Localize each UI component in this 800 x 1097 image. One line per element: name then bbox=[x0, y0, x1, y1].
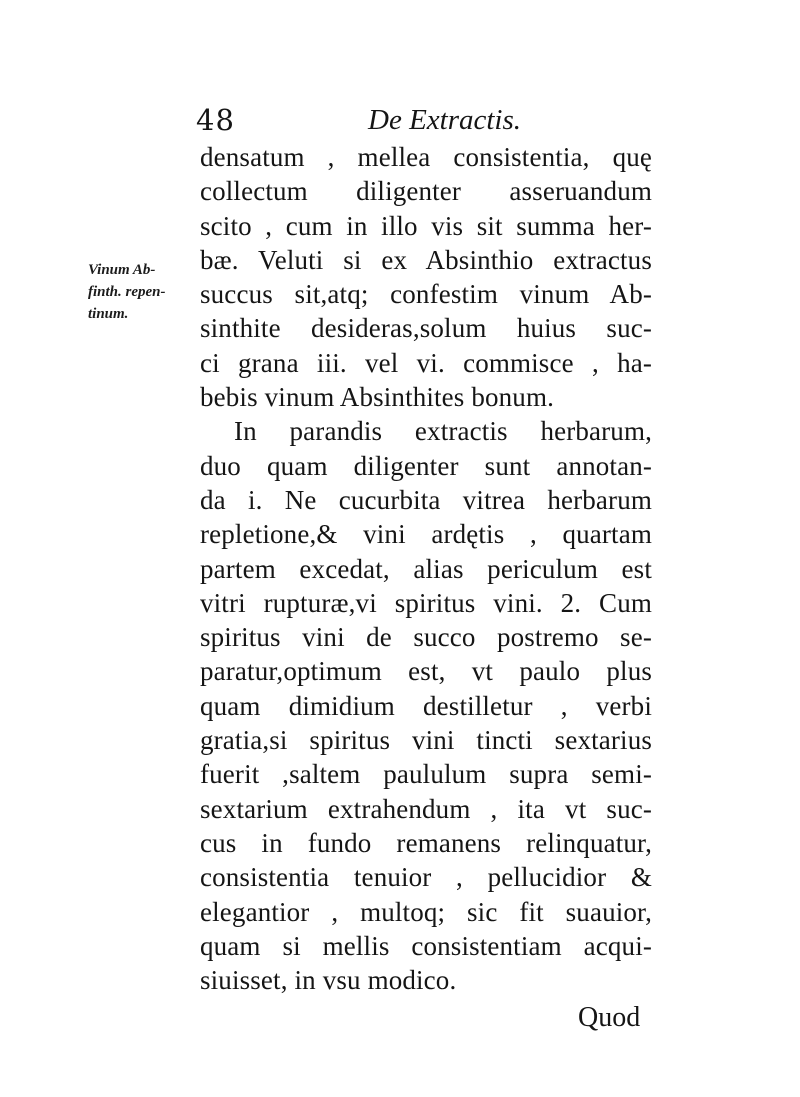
text-line: sinthite desideras,solum huius suc- bbox=[200, 313, 652, 344]
text-line: duo quam diligenter sunt annotan- bbox=[200, 450, 652, 481]
margin-note-line: finth. repen- bbox=[88, 284, 166, 300]
margin-note-line: tinum. bbox=[88, 306, 129, 322]
text-line: densatum , mellea consistentia, quę bbox=[200, 142, 652, 172]
text-line: bebis vinum Absinthites bonum. bbox=[200, 382, 555, 413]
text-line: elegantior , multoq; sic fit suauior, bbox=[200, 896, 652, 927]
text-line: partem excedat, alias periculum est bbox=[200, 553, 652, 584]
text-line: succus sit,atq; confestim vinum Ab- bbox=[200, 279, 652, 310]
paragraph-start-line: In parandis extractis herbarum, bbox=[234, 416, 652, 447]
text-line: ci grana iii. vel vi. commisce , ha- bbox=[200, 347, 652, 378]
text-line: gratia,si spiritus vini tincti sextarius bbox=[200, 725, 652, 756]
text-line: bæ. Veluti si ex Absinthio extractus bbox=[200, 244, 652, 275]
text-line: repletione,& vini ardętis , quartam bbox=[200, 519, 652, 550]
text-line: fuerit ,saltem paululum supra semi- bbox=[200, 759, 652, 790]
text-line: collectum diligenter asseruandum bbox=[200, 176, 652, 207]
text-line: spiritus vini de succo postremo se- bbox=[200, 622, 652, 653]
text-line: quam dimidium destilletur , verbi bbox=[200, 690, 652, 721]
running-head: De Extractis. bbox=[368, 104, 522, 136]
text-line: quam si mellis consistentiam acqui- bbox=[200, 930, 652, 961]
text-line: vitri rupturæ,vi spiritus vini. 2. Cum bbox=[200, 587, 652, 618]
text-line: consistentia tenuior , pellucidior & bbox=[200, 862, 652, 893]
body-text bbox=[200, 140, 660, 997]
catchword: Quod bbox=[578, 1002, 641, 1033]
text-line: siuisset, in vsu modico. bbox=[200, 965, 457, 996]
page-number: 48 bbox=[196, 103, 235, 137]
text-line: da i. Ne cucurbita vitrea herbarum bbox=[200, 484, 652, 515]
margin-note bbox=[88, 259, 206, 325]
text-line: sextarium extrahendum , ita vt suc- bbox=[200, 793, 652, 824]
text-line: cus in fundo remanens relinquatur, bbox=[200, 827, 652, 858]
margin-note-line: Vinum Ab- bbox=[88, 262, 156, 278]
text-line: scito , cum in illo vis sit summa her- bbox=[200, 210, 652, 241]
text-line: paratur,optimum est, vt paulo plus bbox=[200, 656, 652, 687]
